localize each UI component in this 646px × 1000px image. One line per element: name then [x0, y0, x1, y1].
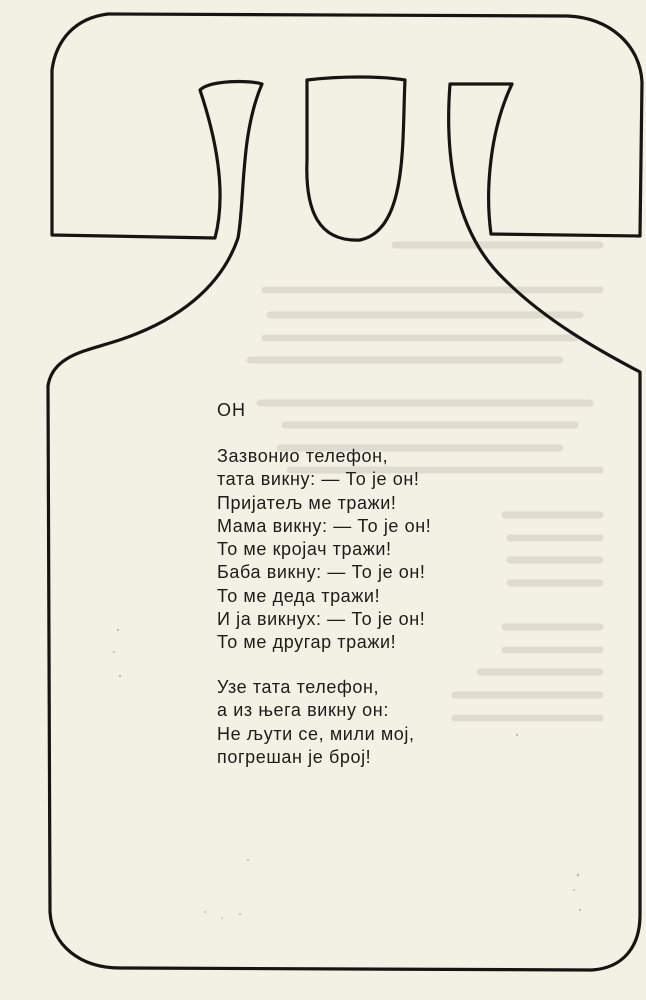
- poem-title: ОН: [217, 400, 246, 420]
- poem-line: погрешан је број!: [217, 747, 372, 768]
- poem-line: Мама викну: — То је он!: [217, 515, 432, 536]
- poem-line: тата викну: — То је он!: [217, 469, 420, 490]
- poem-line: Зазвонио телефон,: [217, 446, 389, 466]
- poem-line: Не љути се, мили мој,: [217, 723, 415, 744]
- poem-line: Баба викну: — То је он!: [217, 562, 426, 583]
- poem-line: То ме кројач тражи!: [217, 539, 392, 560]
- poem-line: а из њега викну он:: [217, 700, 389, 721]
- poem-line: И ја викнух: — То је он!: [217, 609, 426, 630]
- poem-stanza: [217, 445, 537, 655]
- poem-line: Узе тата телефон,: [217, 676, 380, 697]
- poem-line: То ме деда тражи!: [217, 585, 381, 606]
- poem-stanza: [217, 676, 537, 770]
- poem-line: Пријатељ ме тражи!: [217, 492, 397, 513]
- poem: [217, 398, 537, 791]
- poem-line: То ме другар тражи!: [217, 632, 397, 653]
